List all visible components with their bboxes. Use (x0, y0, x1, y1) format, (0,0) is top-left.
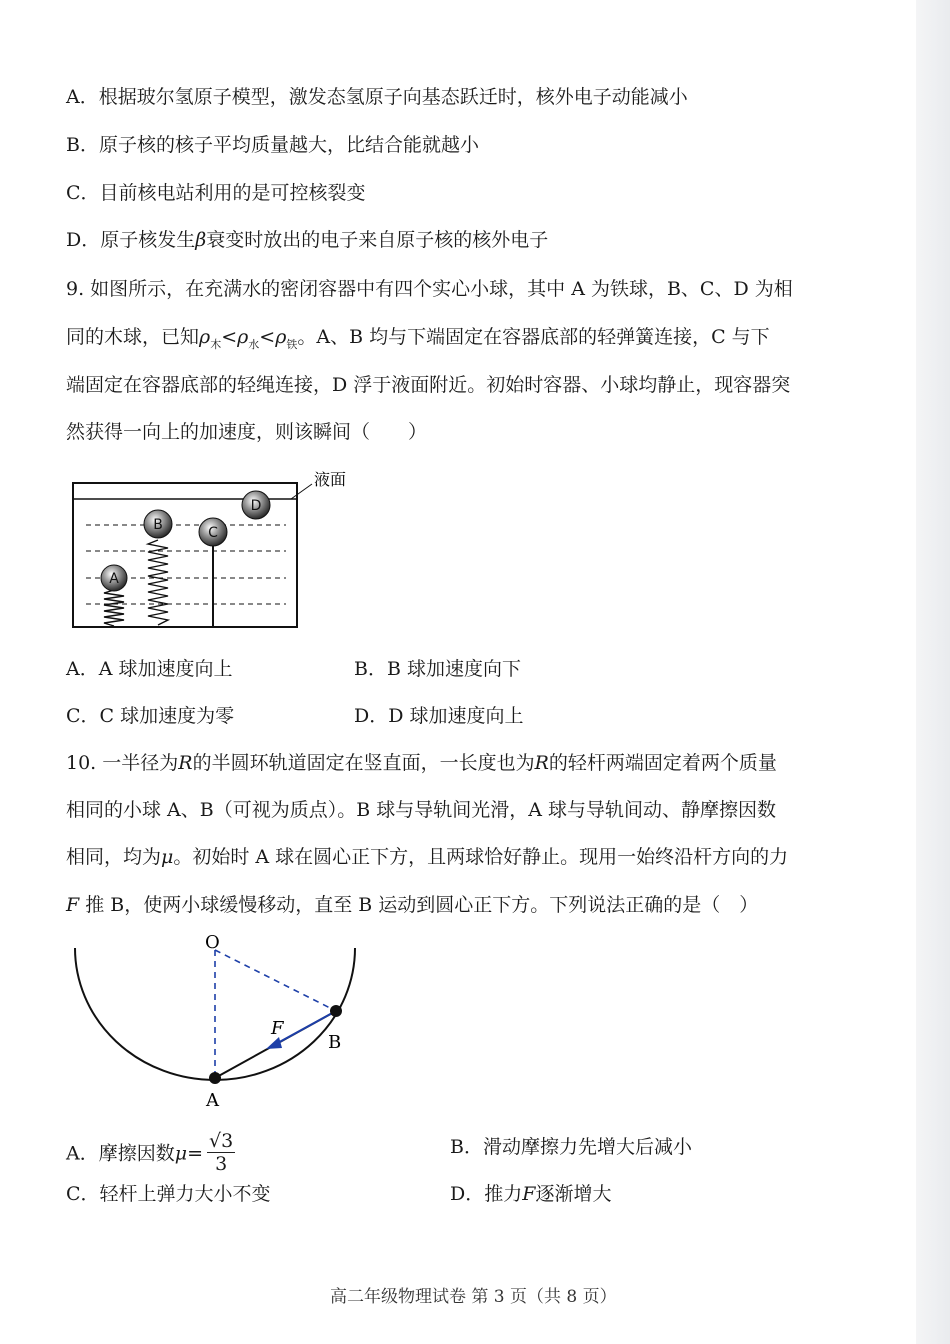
q10-stem-line-1: 10. 一半径为R的半圆环轨道固定在竖直面，一长度也为R的轻杆两端固定着两个质量 (66, 752, 777, 774)
q10-option-c[interactable]: C．轻杆上弹力大小不变 (66, 1183, 271, 1205)
q8-option-d[interactable]: D．原子核发生β衰变时放出的电子来自原子核的核外电子 (66, 229, 549, 251)
label-b: B (328, 1032, 342, 1053)
fraction-root3-over-3: $\frac{√3}{3}$ (209, 1130, 234, 1175)
ball-b (144, 510, 172, 538)
spring-a (104, 590, 124, 626)
q10-stem-line-2: 相同的小球 A、B（可视为质点）。B 球与导轨间光滑，A 球与导轨间动、静摩擦因数 (66, 799, 776, 821)
label-f: F (271, 1018, 284, 1039)
q9-option-b[interactable]: B．B 球加速度向下 (354, 658, 521, 680)
ball-a-dot (209, 1072, 221, 1084)
q9-stem-line-1: 9. 如图所示，在充满水的密闭容器中有四个实心小球，其中 A 为铁球，B、C、D 为相 (66, 278, 793, 300)
q10-option-a[interactable]: A．摩擦因数μ= $\frac{√3}{3}$ (66, 1130, 234, 1175)
label-a: A (206, 1090, 219, 1111)
page-footer: 高二年级物理试卷 第 3 页（共 8 页） (330, 1287, 617, 1307)
q9-stem-line-2: 同的木球，已知$\rho_木<\rho_水<\rho_铁$。A、B 均与下端固定在容器底部的轻弹簧连接，C 与下 (66, 326, 770, 351)
surface-label: 液面 (314, 470, 347, 489)
q10-stem-line-3: 相同，均为μ。初始时 A 球在圆心正下方，且两球恰好静止。现用一始终沿杆方向的力 (66, 846, 789, 868)
q9-option-a[interactable]: A．A 球加速度向上 (66, 658, 233, 680)
dashed-water-lines (86, 525, 286, 604)
radius-ob-dashed (215, 950, 336, 1011)
q8-option-a[interactable]: A．根据玻尔氢原子模型，激发态氢原子向基态跃迁时，核外电子动能减小 (66, 86, 688, 108)
surface-pointer-line (291, 484, 312, 499)
spring-b (148, 540, 168, 625)
q8-option-b[interactable]: B．原子核的核子平均质量越大，比结合能就越小 (66, 134, 479, 156)
q8-option-c[interactable]: C．目前核电站利用的是可控核裂变 (66, 182, 366, 204)
ball-b-dot (330, 1005, 342, 1017)
svg-text:C: C (208, 525, 218, 541)
q10-option-d[interactable]: D．推力F逐渐增大 (450, 1183, 612, 1205)
q9-stem-line-4: 然获得一向上的加速度，则该瞬间（ ） (66, 421, 428, 443)
page-edge-shadow (916, 0, 950, 1344)
svg-text:D: D (250, 498, 262, 514)
q10-stem-line-4: F 推 B，使两小球缓慢移动，直至 B 运动到圆心正下方。下列说法正确的是（ ） (66, 894, 759, 916)
q10-semicircle-figure (60, 928, 380, 1116)
svg-text:B: B (153, 517, 163, 533)
q9-container-figure (60, 462, 370, 640)
q9-option-d[interactable]: D．D 球加速度向上 (354, 705, 524, 727)
svg-text:A: A (109, 571, 119, 587)
q9-option-c[interactable]: C．C 球加速度为零 (66, 705, 235, 727)
ball-c (199, 518, 227, 546)
ball-d (242, 491, 270, 519)
q9-stem-line-3: 端固定在容器底部的轻绳连接，D 浮于液面附近。初始时容器、小球均静止，现容器突 (66, 374, 791, 396)
ball-a (101, 565, 127, 591)
q10-option-b[interactable]: B．滑动摩擦力先增大后减小 (450, 1136, 692, 1158)
label-o: O (205, 932, 220, 953)
